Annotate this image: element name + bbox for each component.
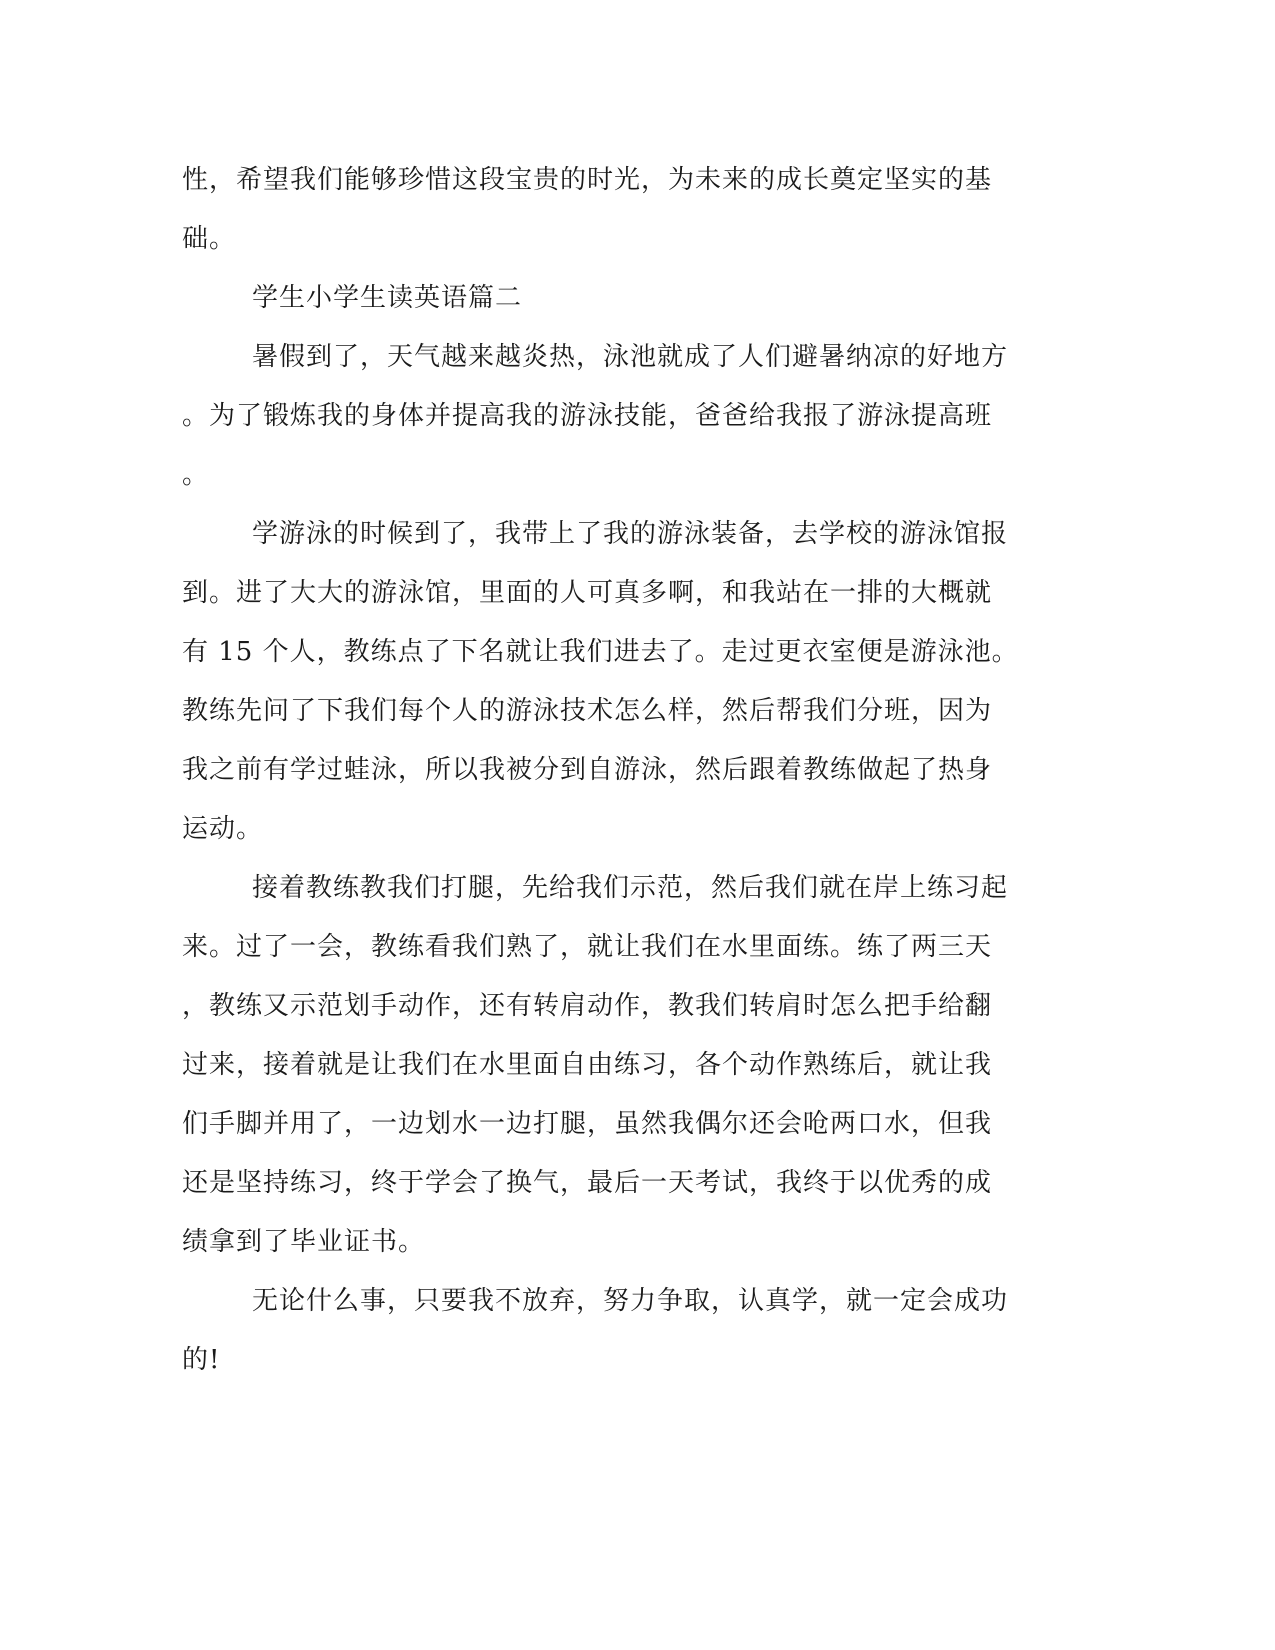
text-line-content: 的! bbox=[182, 1345, 221, 1375]
text-line-content: 教练先问了下我们每个人的游泳技术怎么样，然后帮我们分班，因为 bbox=[182, 696, 993, 726]
text-line bbox=[0, 986, 1275, 1026]
text-line bbox=[0, 927, 1275, 967]
text-line-content: 接着教练教我们打腿，先给我们示范，然后我们就在岸上练习起 bbox=[252, 873, 1009, 903]
section-heading bbox=[0, 278, 1275, 318]
text-line bbox=[0, 1340, 1275, 1380]
text-line bbox=[0, 514, 1275, 554]
text-line bbox=[0, 809, 1275, 849]
text-line-content: 无论什么事，只要我不放弃，努力争取，认真学，就一定会成功 bbox=[252, 1286, 1009, 1316]
text-line-content: ，教练又示范划手动作，还有转肩动作，教我们转肩时怎么把手给翻 bbox=[182, 991, 993, 1021]
text-line-content: 学游泳的时候到了，我带上了我的游泳装备，去学校的游泳馆报 bbox=[252, 519, 1009, 549]
text-line-content: 来。过了一会，教练看我们熟了，就让我们在水里面练。练了两三天 bbox=[182, 932, 993, 962]
text-line bbox=[0, 632, 1275, 672]
text-line-content: 。为了锻炼我的身体并提高我的游泳技能，爸爸给我报了游泳提高班 bbox=[182, 401, 993, 431]
text-line-content: 暑假到了，天气越来越炎热，泳池就成了人们避暑纳凉的好地方 bbox=[252, 342, 1009, 372]
text-line-content: 性，希望我们能够珍惜这段宝贵的时光，为未来的成长奠定坚实的基 bbox=[182, 165, 993, 195]
text-line-content: 。 bbox=[182, 460, 210, 490]
text-line bbox=[0, 750, 1275, 790]
text-line bbox=[0, 691, 1275, 731]
text-line-content: 到。进了大大的游泳馆，里面的人可真多啊，和我站在一排的大概就 bbox=[182, 578, 993, 608]
text-line bbox=[0, 219, 1275, 259]
text-line-content: 过来，接着就是让我们在水里面自由练习，各个动作熟练后，就让我 bbox=[182, 1050, 993, 1080]
text-line bbox=[0, 1045, 1275, 1085]
section-heading-text: 学生小学生读英语篇二 bbox=[252, 283, 523, 313]
text-line-content: 还是坚持练习，终于学会了换气，最后一天考试，我终于以优秀的成 bbox=[182, 1168, 993, 1198]
text-line-content: 有 15 个人，教练点了下名就让我们进去了。走过更衣室便是游泳池。 bbox=[182, 637, 1019, 667]
text-line-content: 我之前有学过蛙泳，所以我被分到自游泳，然后跟着教练做起了热身 bbox=[182, 755, 993, 785]
text-line bbox=[0, 396, 1275, 436]
text-line bbox=[0, 1163, 1275, 1203]
text-line-content: 们手脚并用了，一边划水一边打腿，虽然我偶尔还会呛两口水，但我 bbox=[182, 1109, 993, 1139]
text-line bbox=[0, 1104, 1275, 1144]
text-line bbox=[0, 1222, 1275, 1262]
text-line bbox=[0, 337, 1275, 377]
text-line bbox=[0, 1281, 1275, 1321]
text-line bbox=[0, 573, 1275, 613]
text-line-content: 运动。 bbox=[182, 814, 264, 844]
text-line-content: 绩拿到了毕业证书。 bbox=[182, 1227, 426, 1257]
text-line-content: 础。 bbox=[182, 224, 237, 254]
text-line bbox=[0, 868, 1275, 908]
text-line bbox=[0, 160, 1275, 200]
text-line bbox=[0, 455, 1275, 495]
